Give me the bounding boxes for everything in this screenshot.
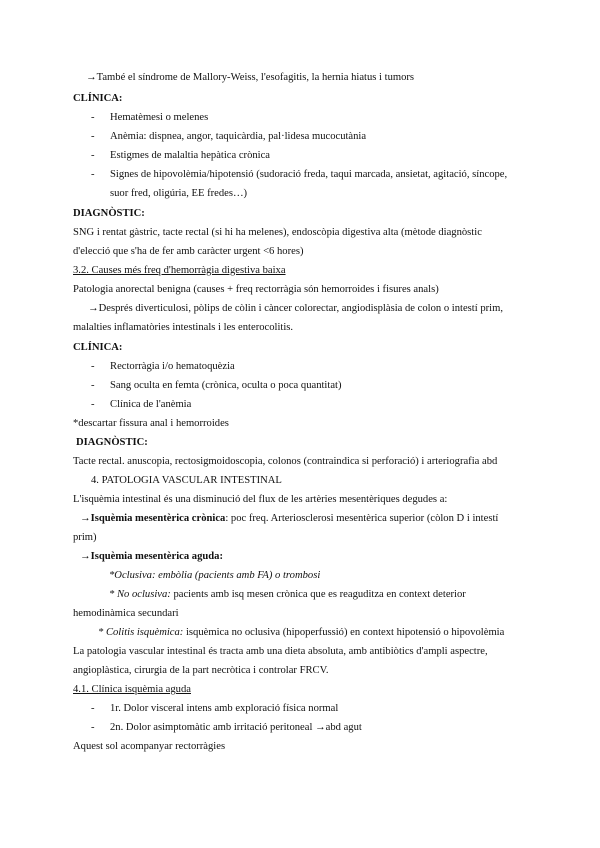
descartar-note: *descartar fissura anal i hemorroides <box>73 418 229 429</box>
list-item-continued: suor fred, oligúria, EE fredes…) <box>110 188 248 199</box>
colitis-text: isquèmica no oclusiva (hipoperfussió) en context hipotensió o hipovolèmia <box>183 627 505 638</box>
list-item: Clínica de l'anèmia <box>110 399 192 410</box>
bullet-dash: - <box>91 112 95 123</box>
no-oclusiva-text: pacients amb isq mesen crònica que es reaguditza en context deterior <box>170 589 466 600</box>
list-item: Anèmia: dispnea, angor, taquicàrdia, pal·lidesa mucocutània <box>110 131 367 142</box>
bullet-dash: - <box>91 399 95 410</box>
clinica-heading-2: CLÍNICA: <box>73 342 123 353</box>
colitis-label: * Colitis isquèmica: <box>98 627 184 638</box>
isquemia-cronica-cont: prim) <box>73 532 97 543</box>
sng-line-1: SNG i rentat gàstric, tacte rectal (si hi ha melenes), endoscòpia digestiva alta (mètode diagnòstic <box>73 227 482 238</box>
despres-line-1: →Després diverticulosi, pòlips de còlin i càncer colorectar, angiodisplàsia de colon o intestí prim, <box>88 303 503 314</box>
no-oclusiva-label: * No oclusiva: <box>109 589 171 600</box>
section-heading-4-1: 4.1. Clínica isquèmia aguda <box>73 684 191 695</box>
bullet-dash: - <box>91 361 95 372</box>
isquemia-definition: L'isquèmia intestinal és una disminució del flux de les artèries mesentèriques degudes a: <box>73 494 448 505</box>
bullet-dash: - <box>91 380 95 391</box>
bullet-dash: - <box>91 131 95 142</box>
bullet-dash: - <box>91 150 95 161</box>
section-heading-3-2: 3.2. Causes més freq d'hemorràgia digestiva baixa <box>73 265 286 276</box>
list-item: 2n. Dolor asimptomàtic amb irritació peritoneal →abd agut <box>110 722 362 733</box>
list-item: 1r. Dolor visceral intens amb exploració física normal <box>110 703 339 714</box>
isquemia-cronica-label: →Isquèmia mesentèrica crònica <box>80 513 226 524</box>
bullet-dash: - <box>91 703 95 714</box>
clinica-heading-1: CLÍNICA: <box>73 93 123 104</box>
list-item: Signes de hipovolèmia/hipotensió (sudoració freda, taqui marcada, ansietat, agitació, síncope, <box>110 169 508 180</box>
bullet-dash: - <box>91 722 95 733</box>
list-item: Sang oculta en femta (crònica, oculta o poca quantitat) <box>110 380 342 391</box>
isquemia-cronica-line <box>80 512 498 525</box>
patologia-vascular-line-1: La patologia vascular intestinal és tracta amb una dieta absoluta, amb antibiòtics d'ampli aspectre, <box>73 646 488 657</box>
isquemia-cronica-text: : poc freq. Arteriosclerosi mesentèrica superior (còlon D i intestí <box>225 513 499 524</box>
diagnostic-heading-2: DIAGNÒSTIC: <box>76 437 148 448</box>
aquest-line: Aquest sol acompanyar rectorràgies <box>73 741 226 752</box>
despres-line-2: malalties inflamatòries intestinals i les enterocolitis. <box>73 322 294 333</box>
list-item: Hematèmesi o melenes <box>110 112 209 123</box>
patologia-anorectal-line: Patologia anorectal benigna (causes + freq rectorràgia són hemorroides i fisures anals) <box>73 284 439 295</box>
tacte-rectal-line: Tacte rectal. anuscopia, rectosigmoidoscopia, colonos (contraindica si perforació) i arteriografia abd <box>73 456 498 467</box>
oclusiva-line: *Oclusiva: embòlia (pacients amb FA) o trombosi <box>109 570 321 581</box>
list-item: Estigmes de malaltia hepàtica crònica <box>110 150 271 161</box>
patologia-vascular-line-2: angioplàstica, cirurgia de la part necròtica i controlar FRCV. <box>73 665 329 676</box>
bullet-dash: - <box>91 169 95 180</box>
list-item: Rectorràgia i/o hematoquèzia <box>110 361 235 372</box>
mallory-weiss-line: →També el síndrome de Mallory-Weiss, l'esofagitis, la hernia hiatus i tumors <box>86 72 415 83</box>
isquemia-aguda-heading: →Isquèmia mesentèrica aguda: <box>80 551 224 562</box>
sng-line-2: d'elecció que s'ha de fer amb caràcter urgent <6 hores) <box>73 246 304 257</box>
section-heading-4: 4. PATOLOGIA VASCULAR INTESTINAL <box>91 475 282 486</box>
diagnostic-heading-1: DIAGNÒSTIC: <box>73 208 145 219</box>
no-oclusiva-cont: hemodinàmica secundari <box>73 608 179 619</box>
colitis-line <box>98 626 504 639</box>
no-oclusiva-line <box>109 588 466 601</box>
